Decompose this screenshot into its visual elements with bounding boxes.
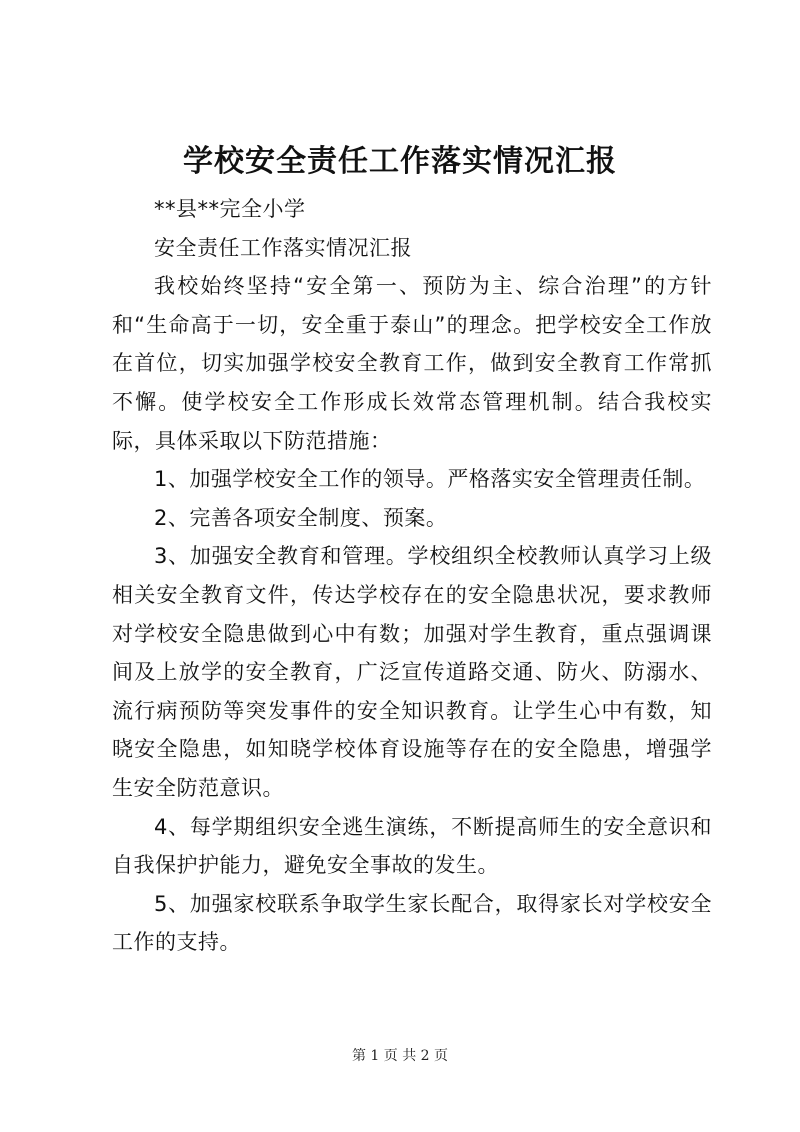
school-name-line: **县**完全小学	[154, 197, 306, 221]
measure-item-2: 2、完善各项安全制度、预案。	[154, 505, 448, 530]
measure-item-5: 5、加强家校联系争取学生家长配合，取得家长对学校安全工作的支持。	[112, 891, 712, 955]
measure-item-4: 4、每学期组织安全逃生演练，不断提高师生的安全意识和自我保护护能力，避免安全事故的发生。	[112, 814, 712, 878]
page-footer: 第 1 页 共 2 页	[351, 1048, 449, 1064]
measure-item-3: 3、加强安全教育和管理。学校组织全校教师认真学习上级相关安全教育文件，传达学校存在的安全隐患状况，要求教师对学校安全隐患做到心中有数；加强对学生教育，重点强调课间及上放学的安全教育，广泛宣传道路交通、防火、防溺水、流行病预防等突发事件的安全知识教育。让学生心中有数，知晓安全隐患，如知晓学校体育设施等存在的安全隐患，增强学生安全防范意识。	[112, 544, 712, 800]
measure-item-1: 1、加强学校安全工作的领导。严格落实安全管理责任制。	[154, 467, 706, 492]
document-title: 学校安全责任工作落实情况汇报	[183, 144, 617, 179]
intro-paragraph: 我校始终坚持“安全第一、预防为主、综合治理”的方针和“生命高于一切，安全重于泰山”的理念。把学校安全工作放在首位，切实加强学校安全教育工作，做到安全教育工作常抓不懈。使学校安全工作形成长效常态管理机制。结合我校实际，具体采取以下防范措施：	[112, 274, 712, 453]
report-subtitle: 安全责任工作落实情况汇报	[154, 235, 412, 260]
document-body	[112, 190, 712, 962]
